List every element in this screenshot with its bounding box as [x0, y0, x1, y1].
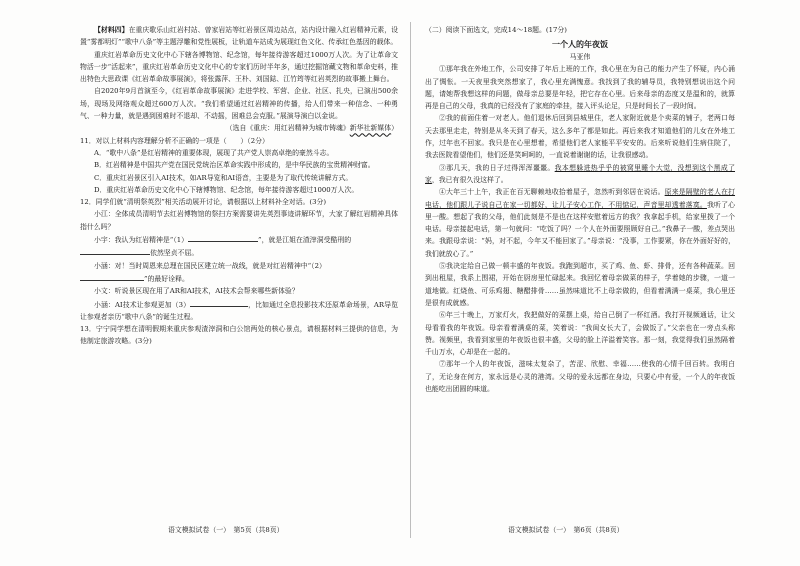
article-paragraph-6: ⑥年三十晚上，万家灯火，我把做好的菜摆上桌，给自己倒了一杯红酒。我打开视频通话，让父母看看我的年夜饭。母亲看着满桌的菜，笑着说：“我闺女长大了，会做饭了。”父亲也在一旁点头称赞。视频里，我看到家里的年夜饭也很丰盛，父母的脸上洋溢着笑容。那一刻，我觉得我们虽然隔着千山万水，心却是在一起的。: [425, 311, 735, 357]
dialogue-xiaohan-2: [80, 298, 398, 324]
question-11-option-a: A．“歌中八条”是红岩精神的重要体现，展现了共产党人崇高卓绝的豪然斗志。: [94, 148, 334, 157]
material-four-paragraph-2: 重庆红岩革命历史文化中心下辖各博物馆、纪念馆，每年接待游客超过1000万人次。为了让革命文物活一步“活起来”，重庆红岩革命历史文化中心的专家们历时半年多，通过挖掘馆藏文物和革命史料，推出特色大思政课《红岩革命故事展演》，将张露萍、王朴、刘国鋕、江竹筠等红岩英烈的故事搬上舞台。: [80, 50, 398, 84]
page-footer-right: 语文模拟试卷（一） 第6页（共8页）: [508, 526, 624, 534]
material-four-label: 【材料四】: [94, 26, 129, 34]
dialogue-xiaohan-2-post: ，比如通过全息投影技术还原革命场景，AR导览让参观者亲历“歌中八条”的诞生过程。: [80, 300, 398, 321]
dialogue-xiaoyu-post: ”，就是江姐在渣滓洞受酷刑的: [258, 236, 352, 245]
paragraph-3-pre: ③那几天，我的日子过得浑浑噩噩。: [439, 163, 555, 172]
paragraph-3-underlined: 我本想躲进热乎乎的被窝里睡个大觉，没想到这个黑成了家: [425, 163, 736, 184]
dialogue-xiaoyu-pre: 小宇：我认为红岩精神是“（1）: [94, 236, 189, 245]
question-11-option-c: C．重庆红岩景区引入AI技术，如AR导览和AI语音，主要是为了取代传统讲解方式。: [94, 173, 353, 182]
answer-blank-1b[interactable]: [80, 246, 150, 255]
article-author: 马亚伟: [569, 53, 591, 62]
dialogue-xiaowen: 小文：听说景区现在用了AR和AI技术，AI技术会帮来哪些新体验？: [94, 287, 299, 296]
dialogue-xiaojiang: 小江：全体成员清明节去红岩博物馆的祭扫方案需要讲先英烈事迹讲解环节，大家了解红岩精神具体指什么吗？: [80, 210, 398, 231]
answer-blank-1[interactable]: [188, 233, 258, 242]
dialogue-xiaohan-2-pre: 小涵：AI技术让参观更加（3）: [94, 300, 191, 309]
dialogue-xiaoyu-end: 依然坚贞不屈。: [150, 249, 199, 258]
source-publisher: 新华社新媒体: [349, 124, 392, 133]
paragraph-3-post: ，我已有很久没这样了。: [431, 175, 508, 184]
material-four-paragraph-1: [80, 24, 398, 49]
paragraph-4-post: 我听了心里一酸。想起了我的父母，他们此刻是不是也在这样安慰着远方的我？我拿起手机，给家里拨了一个电话。母亲接起电话，第一句就问：“吃饭了吗？一个人在外面要照顾好自己。”我鼻子一酸，差点哭出来。我跟母亲说：“妈，对不起，今年又不能回家了。”母亲说：“没事，工作要紧，你在外面好好的，我们就放心了。”: [425, 200, 736, 258]
article-paragraph-4: [425, 186, 735, 260]
source-prefix: （选自《重庆：用红岩精神为城市铸魂》: [225, 124, 350, 133]
source-suffix: ）: [391, 124, 398, 133]
left-column: [80, 24, 398, 348]
paragraph-4-pre: ④大年三十上午，我正在百无聊赖地收拾着屋子，忽然听到邻居在说话。: [439, 188, 665, 197]
material-four-text: 在重庆歌乐山红岩村站、曾家岩站等红岩景区周边站点，站内设计融入红岩精神元素，设置“雾都明灯”“歌中八条”等主题浮雕和党性展板，让轨道车站成为展现红色文化、传承红色基因的载体。: [80, 26, 399, 47]
article-paragraph-7: ⑦那年一个人的年夜饭，滋味太复杂了，苦涩、欣慰、幸福……使我的心情千回百转。我明白了，无论身在何方，家永远是心灵的港湾。父母的爱永远都在身边，只要心中有爱，一个人的年夜饭也能吃出团圆的味道。: [425, 360, 735, 394]
section-heading: （二）阅读下面选文，完成14～18题。(17分): [425, 26, 567, 34]
material-four-paragraph-3: 自2020年9月首演至今，《红岩革命故事展演》走进学校、军营、企业、社区、扎央，已演出500余场，现场及网络观众超过600万人次。“我们希望通过红岩精神的传播，给人们带来一种信念、一种勇气、一种力量，就是遇到困难时不退却、不动摇，困难总会克服。”展演导演白以金说。: [80, 87, 398, 121]
dialogue-xiaohan-1: [80, 260, 398, 272]
dialogue-xiaohan-1-end: ”的最好诠释。: [144, 274, 189, 283]
right-column: [425, 24, 735, 395]
question-12: 12．同学们就“清明祭英烈”相关活动展开讨论，请根据以上材料补全对话。(3分): [80, 198, 327, 207]
article-title: 一个人的年夜饭: [552, 39, 608, 50]
question-11-option-d: D．重庆红岩革命历史文化中心下辖博物馆、纪念馆，每年接待游客超过1000万人次。: [94, 185, 359, 194]
dialogue-xiaoyu: [80, 233, 398, 246]
answer-blank-3[interactable]: [190, 298, 248, 307]
question-11: 11．对以上材料内容理解分析不正确的一项是（ ）（2分）: [80, 136, 269, 145]
dialogue-xiaohan-1-continued: [80, 272, 398, 285]
article-paragraph-5: ⑤我决定给自己做一顿丰盛的年夜饭。我跑到超市，买了鸡、鱼、虾、排骨，还有各种蔬菜。回到出租屋，我系上围裙，开始在厨房里忙碌起来。我回忆着母亲做菜的样子，学着她的步骤，一道一道地做。红烧鱼、可乐鸡翅、糖醋排骨……虽然味道比不上母亲做的，但看着满满一桌菜，我心里还是很有成就感。: [425, 262, 735, 307]
page-footer-left: 语文模拟试卷（一） 第5页（共8页）: [168, 526, 284, 534]
dialogue-xiaohan-1-pre: 小涵：对！当时周恩来总理在国民区建立统一战线，就是对红岩精神中“（2）: [94, 261, 326, 270]
article-paragraph-2: ②我的前面住着一对老人。他们退休后回到县城里住，老人家附近就是个卖菜的铺子，老两口每天去那里走走，特别是从冬天到了春天，这么多年了都是如此。再后来我才知道他们的儿女在外地工作，过年也不回家。我只是在心里想着，希望他们老人家能平平安安的。后来听说他们生病住院了，我去医院看望他们，他们还是笑呵呵的，一直说着谢谢的话，让我很感动。: [425, 114, 735, 160]
material-four-source: [80, 122, 398, 134]
paragraph-4-underlined: 原来是隔壁的老人在打电话，他们跟儿子说自己在家一切都好，让儿子安心工作，不用惦记，声音里却透着落寞。: [425, 188, 736, 209]
answer-blank-2[interactable]: [80, 272, 144, 281]
question-11-option-b: B．红岩精神是中国共产党在国民党统治区革命实践中形成的，是中华民族的宝贵精神财富。: [94, 161, 375, 170]
dialogue-xiaoyu-continued: [80, 246, 398, 259]
question-13: 13．宁宁同学想在清明假期来重庆参观渣滓洞和白公馆两处的核心景点，请根据材料三提供的信息，为他制定旅游攻略。(3分): [80, 325, 398, 346]
article-paragraph-1: ①那年我在外地工作，公司安排了年后上班的工作，我心里在为自己的能力产生了怀疑，内心涌出了惆怅。一天夜里我突然想家了，我心里充满愧意。我找到了我的辅导员，我特别想说出这个问题，请她帮我想这样的问题，做母亲总要是年轻，把它存在心里。后来母亲的态度又是温和的，就算再是自己的父母，我真的已经没有了家庭的牵挂，接入评头论足，只是时间长了一段时间。: [425, 65, 735, 111]
column-divider: [410, 22, 411, 538]
article-paragraph-3: [425, 162, 735, 187]
